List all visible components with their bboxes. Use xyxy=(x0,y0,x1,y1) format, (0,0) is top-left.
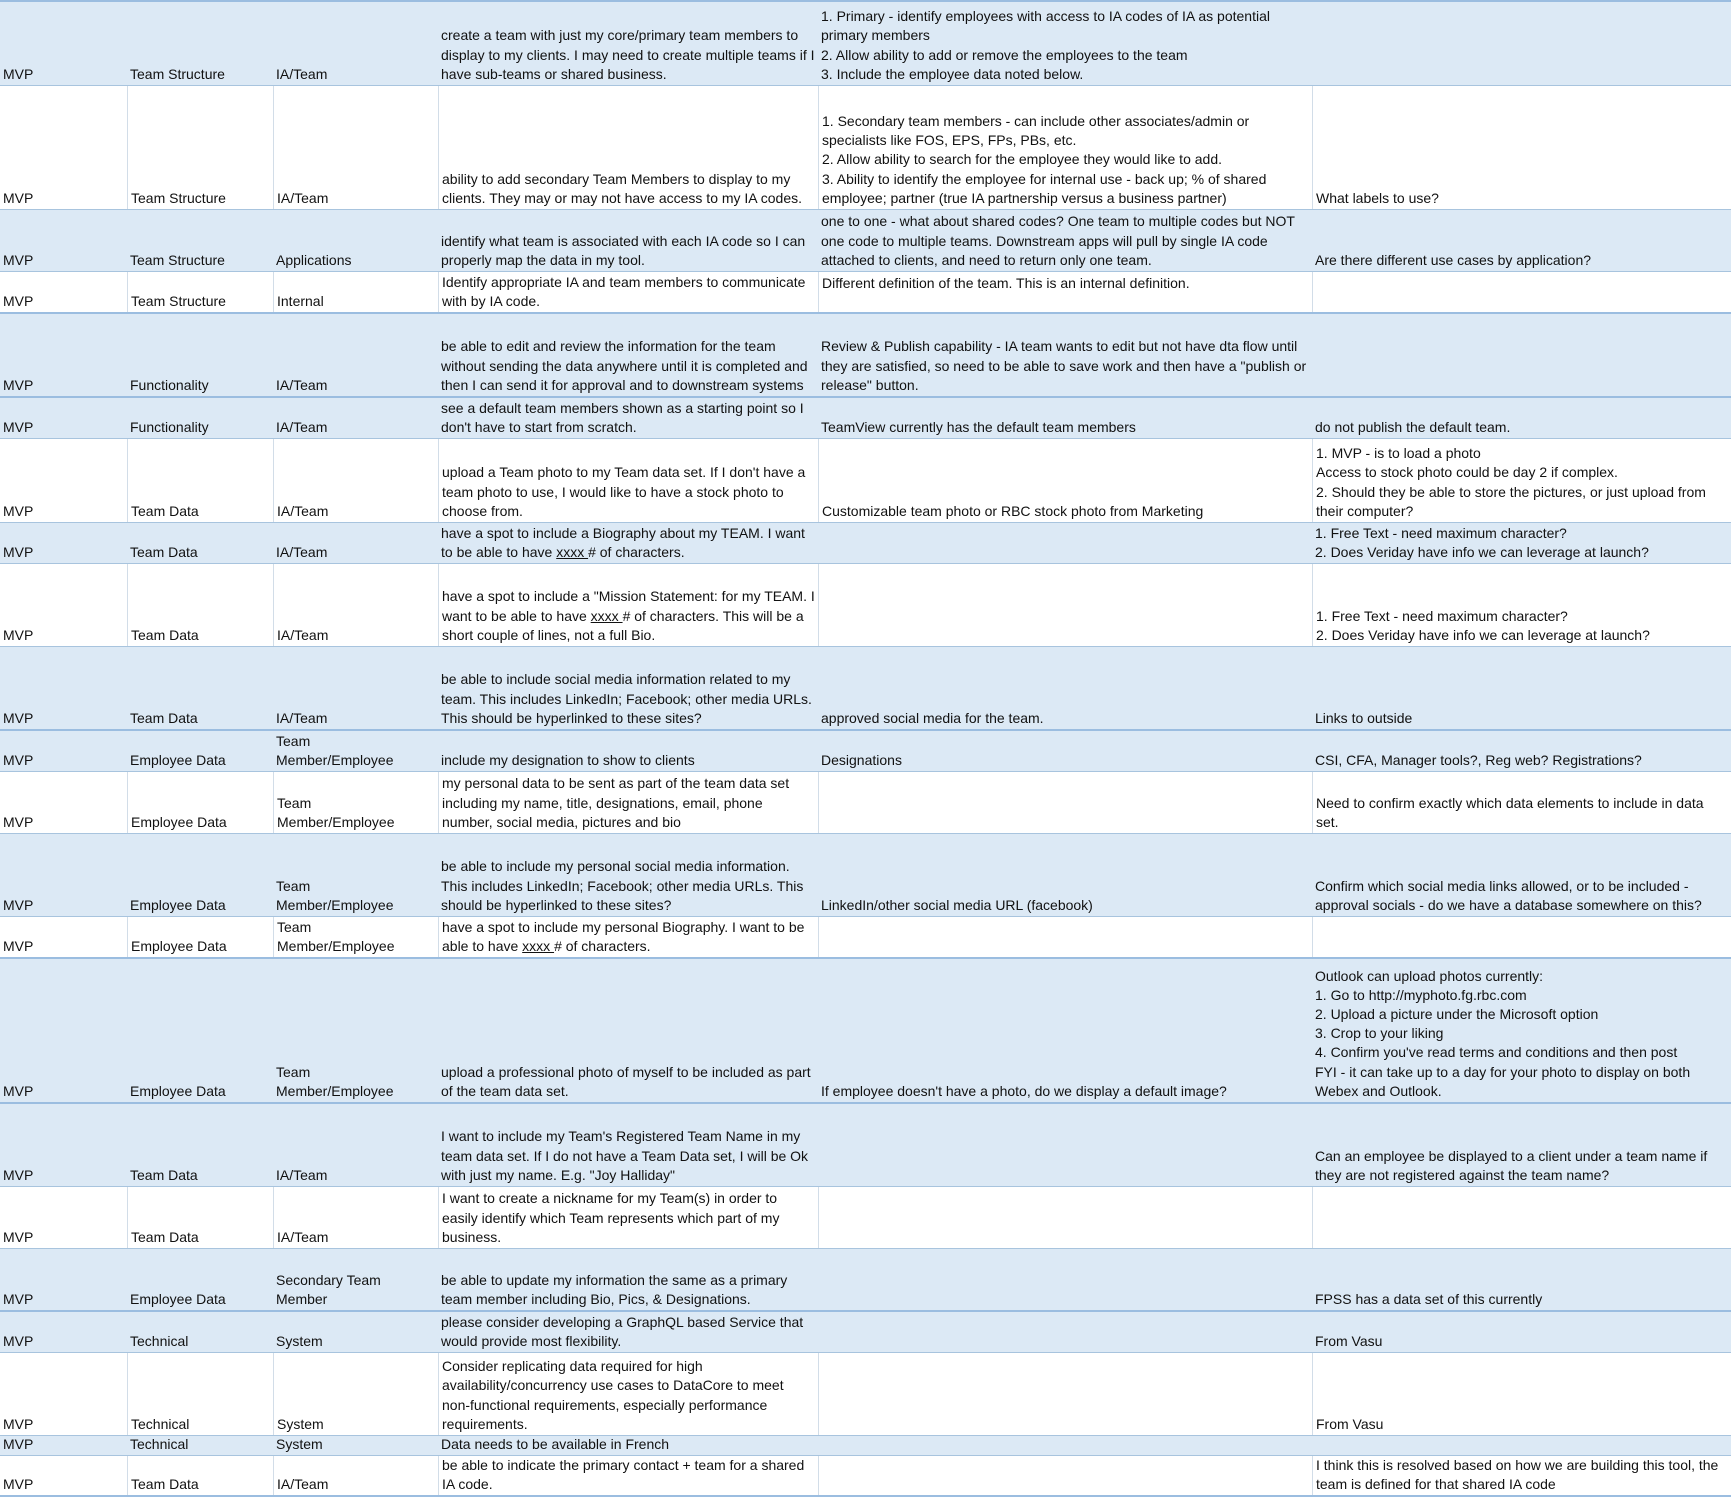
table-row[interactable] xyxy=(0,1455,1731,1497)
cell-priority[interactable]: MVP xyxy=(3,1332,34,1349)
table-row[interactable] xyxy=(0,0,1731,85)
cell-category[interactable]: Team Structure xyxy=(130,251,225,268)
table-row[interactable] xyxy=(0,1352,1731,1435)
cell-priority[interactable]: MVP xyxy=(3,709,34,726)
cell-owner[interactable]: IA/Team xyxy=(273,1187,438,1248)
cell-requirement[interactable]: Identify appropriate IA and team members to communicate with by IA code. xyxy=(438,272,818,312)
cell-notes[interactable] xyxy=(818,523,1312,563)
cell-notes[interactable] xyxy=(818,1312,1312,1352)
table-row[interactable] xyxy=(0,522,1731,563)
cell-notes[interactable] xyxy=(818,917,1312,957)
cell-requirement[interactable]: Data needs to be available in French xyxy=(441,1436,670,1452)
cell-priority[interactable]: MVP xyxy=(3,1475,34,1492)
cell-owner[interactable]: Internal xyxy=(273,272,438,312)
cell-requirement[interactable]: see a default team members shown as a starting point so I don't have to start from scratch. xyxy=(441,399,804,435)
cell-owner[interactable]: Team Member/Employee xyxy=(273,772,438,833)
cell-owner[interactable]: Applications xyxy=(276,251,352,268)
cell-requirement[interactable]: be able to include social media information related to my team. This includes LinkedIn; Facebook; other media URLs. This should be hyperlinked to these sites? xyxy=(441,671,812,726)
cell-notes[interactable] xyxy=(818,1104,1312,1186)
cell-notes[interactable]: 1. Primary - identify employees with access to IA codes of IA as potential primary members 2. Allow ability to add or remove the employees to the team 3. Include the employee data noted below. xyxy=(821,8,1270,82)
table-row[interactable] xyxy=(0,833,1731,916)
cell-notes[interactable]: Designations xyxy=(821,751,902,768)
cell-priority[interactable]: MVP xyxy=(3,937,34,954)
cell-requirement[interactable]: Consider replicating data required for high availability/concurrency use cases to DataCore to meet non-functional requirements, especially performance requirements. xyxy=(438,1353,818,1435)
cell-notes[interactable] xyxy=(818,1249,1312,1310)
cell-category[interactable]: Team Structure xyxy=(127,272,273,312)
cell-notes[interactable] xyxy=(818,772,1312,833)
requirement-text: # of characters. xyxy=(588,543,685,560)
cell-requirement[interactable]: upload a Team photo to my Team data set. If I don't have a team photo to use, I would like to have a stock photo to choose from. xyxy=(438,439,818,522)
table-row[interactable] xyxy=(0,438,1731,522)
cell-priority[interactable]: MVP xyxy=(3,813,34,830)
table-row[interactable] xyxy=(0,1102,1731,1186)
cell-requirement[interactable]: please consider developing a GraphQL based Service that would provide most flexibility. xyxy=(441,1313,804,1349)
cell-notes[interactable]: one to one - what about shared codes? One team to multiple codes but NOT one code to multiple teams. Downstream apps will pull by single IA code attached to clients, and need to return only one team. xyxy=(821,213,1295,268)
cell-category[interactable]: Team Data xyxy=(130,1166,198,1183)
cell-owner[interactable]: IA/Team xyxy=(273,439,438,522)
cell-notes[interactable] xyxy=(818,564,1312,646)
cell-owner[interactable]: Team Member/Employee xyxy=(276,1063,394,1099)
table-row[interactable] xyxy=(0,771,1731,833)
requirement-text: # of characters. xyxy=(554,937,651,954)
cell-priority[interactable]: MVP xyxy=(3,418,34,435)
cell-category[interactable]: Team Data xyxy=(127,439,273,522)
cell-priority[interactable]: MVP xyxy=(3,1166,34,1183)
cell-owner[interactable]: IA/Team xyxy=(276,65,328,82)
table-row[interactable] xyxy=(0,646,1731,729)
cell-priority[interactable]: MVP xyxy=(3,376,34,393)
cell-owner[interactable]: Team Member/Employee xyxy=(273,917,438,957)
cell-notes[interactable]: Review & Publish capability - IA team wants to edit but not have dta flow until they are satisfied, so need to be able to save work and then have a "publish or release" button. xyxy=(821,338,1307,393)
cell-notes[interactable]: LinkedIn/other social media URL (facebook) xyxy=(821,896,1093,913)
cell-priority[interactable]: MVP xyxy=(3,751,34,768)
cell-requirement[interactable]: ability to add secondary Team Members to display to my clients. They may or may not have access to my IA codes. xyxy=(438,86,818,209)
cell-questions[interactable]: CSI, CFA, Manager tools?, Reg web? Registrations? xyxy=(1315,751,1642,768)
cell-priority[interactable]: MVP xyxy=(3,1415,34,1432)
cell-priority[interactable]: MVP xyxy=(3,896,34,913)
cell-requirement[interactable]: my personal data to be sent as part of the team data set including my name, title, designations, email, phone number, social media, pictures and bio xyxy=(438,772,818,833)
cell-requirement[interactable]: I want to include my Team's Registered Team Name in my team data set. If I do not have a Team Data set, I will be Ok with just my name. E.g. "Joy Halliday" xyxy=(441,1128,809,1183)
cell-requirement[interactable] xyxy=(438,917,818,957)
cell-questions[interactable]: 1. MVP - is to load a photo Access to stock photo could be day 2 if complex. 2. Should they be able to store the pictures, or just upload from their computer? xyxy=(1312,439,1731,522)
table-row[interactable] xyxy=(0,1186,1731,1248)
char-count-placeholder: xxxx xyxy=(556,543,589,560)
cell-priority[interactable]: MVP xyxy=(3,502,34,519)
cell-owner[interactable]: Team Member/Employee xyxy=(276,877,394,913)
cell-category[interactable]: Functionality xyxy=(130,376,209,393)
cell-requirement[interactable]: identify what team is associated with each IA code so I can properly map the data in my tool. xyxy=(441,232,806,268)
cell-owner[interactable]: System xyxy=(273,1353,438,1435)
cell-requirement[interactable] xyxy=(438,523,818,563)
cell-notes[interactable]: Different definition of the team. This is an internal definition. xyxy=(818,272,1312,312)
cell-owner[interactable]: IA/Team xyxy=(276,709,328,726)
requirement-text: have a spot to include a "Mission Statement: for my TEAM. I want to be able to have xyxy=(442,588,815,624)
cell-questions[interactable]: Outlook can upload photos currently: 1. Go to http://myphoto.fg.rbc.com 2. Upload a picture under the Microsoft option 3. Crop to your liking 4. Confirm you've read terms and conditions and then post FYI - it can take up to a day for your photo to display on both Webex and Outlook. xyxy=(1315,967,1691,1099)
cell-category[interactable]: Team Data xyxy=(127,1456,273,1495)
cell-questions[interactable]: From Vasu xyxy=(1312,1353,1731,1435)
cell-priority[interactable]: MVP xyxy=(3,543,34,560)
cell-priority[interactable]: MVP xyxy=(3,1228,34,1245)
cell-requirement[interactable]: I want to create a nickname for my Team(s) in order to easily identify which Team represents which part of my business. xyxy=(438,1187,818,1248)
cell-owner[interactable]: System xyxy=(276,1332,323,1349)
cell-category[interactable]: Team Structure xyxy=(130,65,225,82)
table-row[interactable] xyxy=(0,957,1731,1102)
cell-questions[interactable] xyxy=(1312,1187,1731,1248)
cell-requirement[interactable]: create a team with just my core/primary team members to display to my clients. I may need to create multiple teams if I have sub-teams or shared business. xyxy=(441,27,815,82)
cell-category[interactable]: Technical xyxy=(127,1353,273,1435)
cell-notes[interactable]: approved social media for the team. xyxy=(821,709,1044,726)
cell-questions[interactable]: Links to outside xyxy=(1315,709,1413,726)
cell-notes[interactable] xyxy=(818,1436,1312,1455)
cell-notes[interactable] xyxy=(818,1187,1312,1248)
cell-questions[interactable]: 1. Free Text - need maximum character? 2. Does Veriday have info we can leverage at launch? xyxy=(1315,524,1649,560)
cell-category[interactable]: Team Structure xyxy=(127,86,273,209)
cell-requirement[interactable]: be able to update my information the same as a primary team member including Bio, Pics, & Designations. xyxy=(441,1271,788,1307)
cell-questions[interactable] xyxy=(1312,2,1731,85)
requirement-text: # of characters. This will be a short couple of lines, not a full Bio. xyxy=(442,607,804,643)
cell-priority[interactable]: MVP xyxy=(3,1082,34,1099)
cell-category[interactable]: Team Data xyxy=(130,543,198,560)
cell-notes[interactable] xyxy=(818,1353,1312,1435)
table-row[interactable] xyxy=(0,85,1731,209)
requirement-text: have a spot to include a Biography about my TEAM. I want to be able to have xyxy=(441,524,805,560)
cell-notes[interactable]: TeamView currently has the default team members xyxy=(821,418,1136,435)
cell-notes[interactable] xyxy=(818,1456,1312,1495)
cell-requirement[interactable]: include my designation to show to clients xyxy=(441,751,695,768)
cell-requirement[interactable]: be able to include my personal social media information. This includes LinkedIn; Facebook; other media URLs. This should be hyperlinked to these sites? xyxy=(441,858,804,913)
cell-category[interactable]: Employee Data xyxy=(130,1082,226,1099)
cell-questions[interactable]: Can an employee be displayed to a client under a team name if they are not registered against the team name? xyxy=(1315,1147,1708,1183)
cell-owner[interactable]: IA/Team xyxy=(276,376,328,393)
cell-notes[interactable]: If employee doesn't have a photo, do we display a default image? xyxy=(821,1082,1227,1099)
table-row[interactable] xyxy=(0,271,1731,312)
cell-priority[interactable]: MVP xyxy=(3,1436,34,1452)
cell-notes[interactable]: Customizable team photo or RBC stock photo from Marketing xyxy=(818,439,1312,522)
table-row[interactable] xyxy=(0,1310,1731,1352)
table-row[interactable] xyxy=(0,312,1731,396)
cell-priority[interactable]: MVP xyxy=(3,1290,34,1307)
cell-owner[interactable]: IA/Team xyxy=(276,418,328,435)
cell-priority[interactable]: MVP xyxy=(3,251,34,268)
table-row[interactable] xyxy=(0,209,1731,271)
cell-category[interactable]: Employee Data xyxy=(127,772,273,833)
cell-requirement[interactable]: be able to indicate the primary contact + team for a shared IA code. xyxy=(438,1456,818,1495)
cell-questions[interactable]: FPSS has a data set of this currently xyxy=(1315,1290,1543,1307)
cell-questions[interactable]: I think this is resolved based on how we are building this tool, the team is defined for that shared IA code xyxy=(1312,1456,1731,1495)
cell-owner[interactable]: Team Member/Employee xyxy=(276,732,394,768)
table-row[interactable] xyxy=(0,729,1731,771)
cell-questions[interactable]: From Vasu xyxy=(1315,1332,1383,1349)
table-row[interactable] xyxy=(0,1435,1731,1455)
cell-category[interactable]: Employee Data xyxy=(127,917,273,957)
cell-owner[interactable]: IA/Team xyxy=(273,564,438,646)
cell-category[interactable]: Team Data xyxy=(127,564,273,646)
cell-owner[interactable]: IA/Team xyxy=(276,543,328,560)
cell-category[interactable]: Employee Data xyxy=(130,751,226,768)
cell-owner[interactable]: IA/Team xyxy=(273,86,438,209)
cell-notes[interactable]: 1. Secondary team members - can include other associates/admin or specialists like FOS, EPS, FPs, PBs, etc. 2. Allow ability to search for the employee they would like to add. 3. Ability to identify the employee for internal use - back up; % of shared employee; partner (true IA partnership versus a business partner) xyxy=(818,86,1312,209)
char-count-placeholder: xxxx xyxy=(522,937,555,954)
cell-questions[interactable] xyxy=(1312,917,1731,957)
cell-owner[interactable]: IA/Team xyxy=(276,1166,328,1183)
cell-category[interactable]: Team Data xyxy=(130,709,198,726)
cell-category[interactable]: Employee Data xyxy=(130,896,226,913)
cell-priority[interactable]: MVP xyxy=(3,292,34,309)
cell-questions[interactable]: 1. Free Text - need maximum character? 2. Does Veriday have info we can leverage at launch? xyxy=(1312,564,1731,646)
cell-questions[interactable]: What labels to use? xyxy=(1312,86,1731,209)
table-row[interactable] xyxy=(0,563,1731,646)
cell-owner[interactable]: IA/Team xyxy=(273,1456,438,1495)
cell-questions[interactable] xyxy=(1312,272,1731,312)
table-row[interactable] xyxy=(0,396,1731,438)
cell-questions[interactable]: Confirm which social media links allowed, or to be included - approval socials - do we have a database somewhere on this? xyxy=(1315,877,1702,913)
cell-questions[interactable] xyxy=(1312,1436,1731,1455)
cell-requirement[interactable]: upload a professional photo of myself to be included as part of the team data set. xyxy=(441,1063,811,1099)
cell-owner[interactable]: System xyxy=(276,1436,323,1452)
cell-questions[interactable]: do not publish the default team. xyxy=(1315,418,1511,435)
table-row[interactable] xyxy=(0,916,1731,957)
cell-requirement[interactable]: be able to edit and review the information for the team without sending the data anywhere until it is completed and then I can send it for approval and to downstream systems xyxy=(441,338,808,393)
cell-priority[interactable]: MVP xyxy=(3,65,34,82)
requirement-text: have a spot to include my personal Biography. I want to be able to have xyxy=(442,918,805,954)
cell-requirement[interactable] xyxy=(438,564,818,646)
cell-questions[interactable]: Are there different use cases by application? xyxy=(1315,251,1592,268)
cell-category[interactable]: Employee Data xyxy=(130,1290,226,1307)
cell-priority[interactable]: MVP xyxy=(3,626,34,643)
cell-category[interactable]: Team Data xyxy=(127,1187,273,1248)
cell-questions[interactable]: Need to confirm exactly which data elements to include in data set. xyxy=(1312,772,1731,833)
cell-questions[interactable] xyxy=(1312,314,1731,396)
table-row[interactable] xyxy=(0,1248,1731,1310)
char-count-placeholder: xxxx xyxy=(590,607,623,624)
cell-category[interactable]: Technical xyxy=(130,1436,189,1452)
cell-category[interactable]: Technical xyxy=(130,1332,189,1349)
cell-owner[interactable]: Secondary Team Member xyxy=(276,1271,381,1307)
cell-priority[interactable]: MVP xyxy=(3,189,34,206)
cell-category[interactable]: Functionality xyxy=(130,418,209,435)
